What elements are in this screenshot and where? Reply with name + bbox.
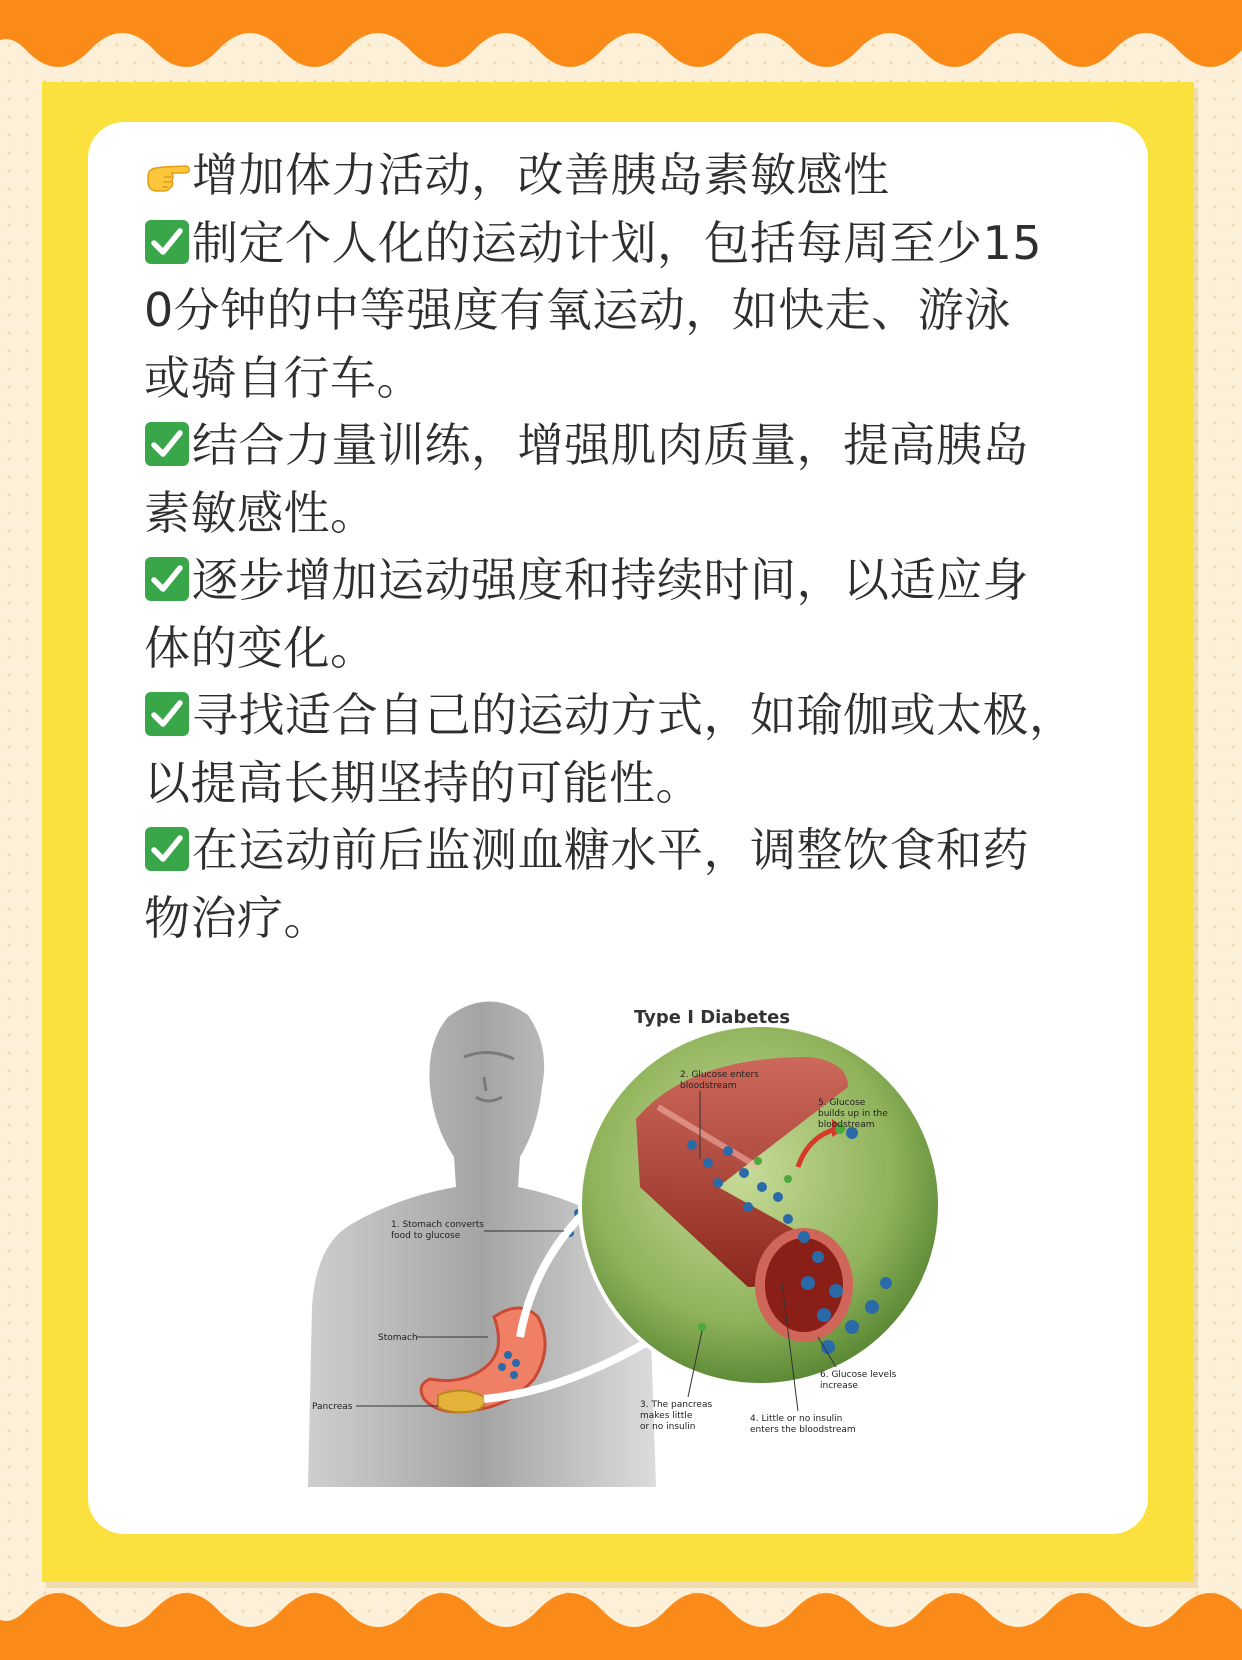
item-1-line-2: 0分钟的中等强度有氧运动，如快走、游泳 [144, 283, 1011, 337]
label-glucose-builds-1: 5. Glucose [818, 1098, 866, 1108]
label-little-insulin-2: enters the bloodstream [750, 1425, 856, 1435]
item-1-line-1 [144, 210, 1108, 278]
item-1-line-3: 或骑自行车。 [144, 350, 423, 405]
top-wave-border [0, 0, 1242, 90]
pancreas [438, 1390, 485, 1412]
bottom-wave-border [0, 1570, 1242, 1660]
label-glucose-levels [820, 1370, 899, 1391]
label-glucose-levels-2: increase [820, 1381, 858, 1391]
check-mark-icon [144, 219, 190, 265]
label-little-insulin-1: 4. Little or no insulin [750, 1414, 843, 1424]
item-2-line-2: 素敏感性。 [144, 485, 377, 540]
label-stomach-converts-1: 1. Stomach converts [391, 1220, 484, 1230]
item-4-text-1: 寻找适合自己的运动方式，如瑜伽或太极， [192, 688, 1076, 742]
label-little-insulin [750, 1414, 856, 1435]
illustration-title: Type I Diabetes [634, 1007, 791, 1028]
label-pancreas-makes [640, 1400, 715, 1432]
label-glucose-enters-2: bloodstream [680, 1081, 737, 1091]
section-heading-text: 增加体力活动，改善胰岛素敏感性 [192, 148, 890, 202]
check-mark-icon [144, 826, 190, 872]
label-glucose-builds-3: bloodstream [818, 1120, 875, 1130]
item-5-line-1 [144, 817, 1108, 885]
pointing-hand-icon [144, 151, 190, 197]
item-5-line-2: 物治疗。 [144, 890, 330, 945]
label-glucose-levels-1: 6. Glucose levels [820, 1370, 897, 1380]
label-glucose-builds-2: builds up in the [818, 1109, 888, 1119]
item-3-line-2: 体的变化。 [144, 620, 377, 675]
item-1-text-1: 制定个人化的运动计划，包括每周至少15 [192, 215, 1043, 270]
item-3-line-1 [144, 547, 1108, 615]
label-glucose-enters-1: 2. Glucose enters [680, 1070, 759, 1080]
article-text [144, 142, 1108, 952]
check-mark-icon [144, 556, 190, 602]
label-pancreas-makes-3: or no insulin [640, 1422, 696, 1432]
item-2-text-1: 结合力量训练，增强肌肉质量，提高胰岛 [192, 418, 1029, 472]
type-1-diabetes-illustration [288, 987, 1048, 1487]
label-pancreas: Pancreas [312, 1402, 353, 1412]
label-pancreas-makes-1: 3. The pancreas [640, 1400, 713, 1410]
item-5-text-1: 在运动前后监测血糖水平，调整饮食和药 [192, 823, 1029, 877]
item-3-text-1: 逐步增加运动强度和持续时间，以适应身 [192, 553, 1029, 607]
check-mark-icon [144, 691, 190, 737]
label-stomach: Stomach [378, 1333, 418, 1343]
check-mark-icon [144, 421, 190, 467]
item-4-line-2: 以提高长期坚持的可能性。 [144, 755, 702, 810]
item-4-line-1 [144, 682, 1108, 750]
section-heading [144, 142, 1108, 210]
label-pancreas-makes-2: makes little [640, 1411, 693, 1421]
content-card [88, 122, 1148, 1534]
item-2-line-1 [144, 412, 1108, 480]
label-stomach-converts-2: food to glucose [391, 1231, 461, 1241]
